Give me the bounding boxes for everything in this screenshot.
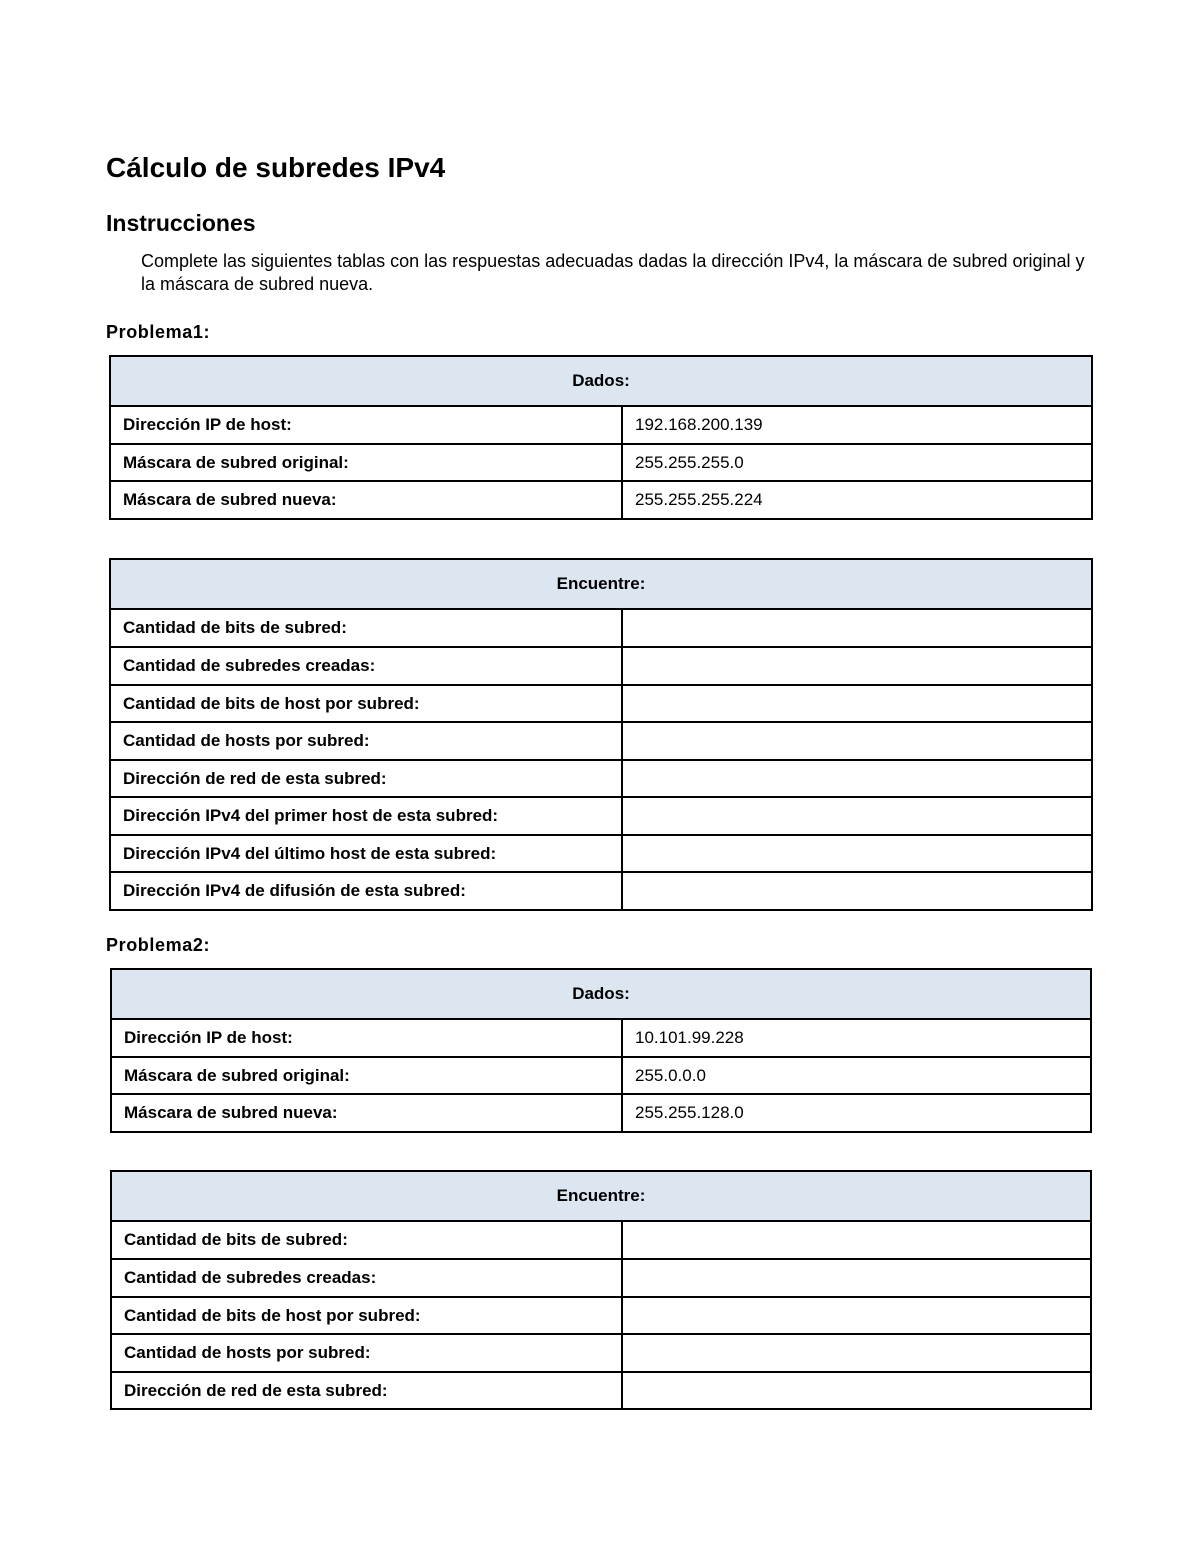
row-label: Dirección IPv4 del último host de esta subred: xyxy=(110,835,622,872)
table-row xyxy=(110,722,1092,760)
row-label: Máscara de subred original: xyxy=(111,1057,622,1094)
table-row xyxy=(111,1372,1091,1409)
instructions-heading: Instrucciones xyxy=(106,210,256,236)
table-header-row xyxy=(111,969,1091,1019)
answer-cell[interactable] xyxy=(622,722,1092,760)
row-label: Dirección de red de esta subred: xyxy=(111,1372,622,1409)
answer-cell[interactable] xyxy=(622,797,1092,835)
given-table-header: Dados: xyxy=(111,969,1091,1019)
row-value: 255.255.128.0 xyxy=(622,1094,1091,1132)
table-row xyxy=(110,797,1092,835)
find-table-header: Encuentre: xyxy=(110,559,1092,609)
row-label: Cantidad de bits de host por subred: xyxy=(111,1297,622,1334)
table-row xyxy=(111,1334,1091,1372)
answer-cell[interactable] xyxy=(622,647,1092,685)
answer-cell[interactable] xyxy=(622,1221,1091,1259)
table-header-row xyxy=(110,356,1092,406)
row-label: Máscara de subred nueva: xyxy=(111,1094,622,1132)
table-row xyxy=(111,1259,1091,1297)
problem-1-find-table xyxy=(109,558,1093,911)
row-value: 255.255.255.0 xyxy=(622,444,1092,481)
row-label: Dirección IPv4 de difusión de esta subred: xyxy=(110,872,622,910)
table-row xyxy=(111,1297,1091,1334)
answer-cell[interactable] xyxy=(622,835,1092,872)
row-value: 10.101.99.228 xyxy=(622,1019,1091,1057)
table-row xyxy=(111,1019,1091,1057)
find-table-header: Encuentre: xyxy=(111,1171,1091,1221)
row-label: Cantidad de bits de subred: xyxy=(110,609,622,647)
answer-cell[interactable] xyxy=(622,1259,1091,1297)
table-row xyxy=(110,406,1092,444)
problem-1-given-table xyxy=(109,355,1093,520)
row-label: Dirección IP de host: xyxy=(111,1019,622,1057)
table-row xyxy=(110,835,1092,872)
table-row xyxy=(111,1057,1091,1094)
table-row xyxy=(110,609,1092,647)
row-label: Máscara de subred nueva: xyxy=(110,481,622,519)
row-label: Cantidad de subredes creadas: xyxy=(111,1259,622,1297)
row-label: Cantidad de subredes creadas: xyxy=(110,647,622,685)
table-row xyxy=(110,444,1092,481)
problem-2-label: Problema2: xyxy=(106,935,211,955)
table-row xyxy=(110,760,1092,797)
row-value: 255.255.255.224 xyxy=(622,481,1092,519)
row-value: 192.168.200.139 xyxy=(622,406,1092,444)
answer-cell[interactable] xyxy=(622,872,1092,910)
table-header-row xyxy=(111,1171,1091,1221)
answer-cell[interactable] xyxy=(622,1297,1091,1334)
table-header-row xyxy=(110,559,1092,609)
answer-cell[interactable] xyxy=(622,685,1092,722)
table-row xyxy=(110,872,1092,910)
page-title: Cálculo de subredes IPv4 xyxy=(106,152,446,183)
problem-1-label: Problema1: xyxy=(106,322,211,342)
row-value: 255.0.0.0 xyxy=(622,1057,1091,1094)
row-label: Dirección de red de esta subred: xyxy=(110,760,622,797)
row-label: Cantidad de bits de subred: xyxy=(111,1221,622,1259)
table-row xyxy=(110,481,1092,519)
row-label: Cantidad de hosts por subred: xyxy=(111,1334,622,1372)
row-label: Dirección IP de host: xyxy=(110,406,622,444)
answer-cell[interactable] xyxy=(622,1334,1091,1372)
given-table-header: Dados: xyxy=(110,356,1092,406)
row-label: Dirección IPv4 del primer host de esta subred: xyxy=(110,797,622,835)
row-label: Cantidad de bits de host por subred: xyxy=(110,685,622,722)
problem-2-find-table xyxy=(110,1170,1092,1410)
table-row xyxy=(111,1094,1091,1132)
table-row xyxy=(110,647,1092,685)
instructions-text: Complete las siguientes tablas con las respuestas adecuadas dadas la dirección IPv4, la máscara de subred original y la máscara de subred nueva. xyxy=(141,251,1085,294)
problem-2-given-table xyxy=(110,968,1092,1133)
answer-cell[interactable] xyxy=(622,609,1092,647)
table-row xyxy=(110,685,1092,722)
row-label: Máscara de subred original: xyxy=(110,444,622,481)
answer-cell[interactable] xyxy=(622,1372,1091,1409)
answer-cell[interactable] xyxy=(622,760,1092,797)
row-label: Cantidad de hosts por subred: xyxy=(110,722,622,760)
table-row xyxy=(111,1221,1091,1259)
